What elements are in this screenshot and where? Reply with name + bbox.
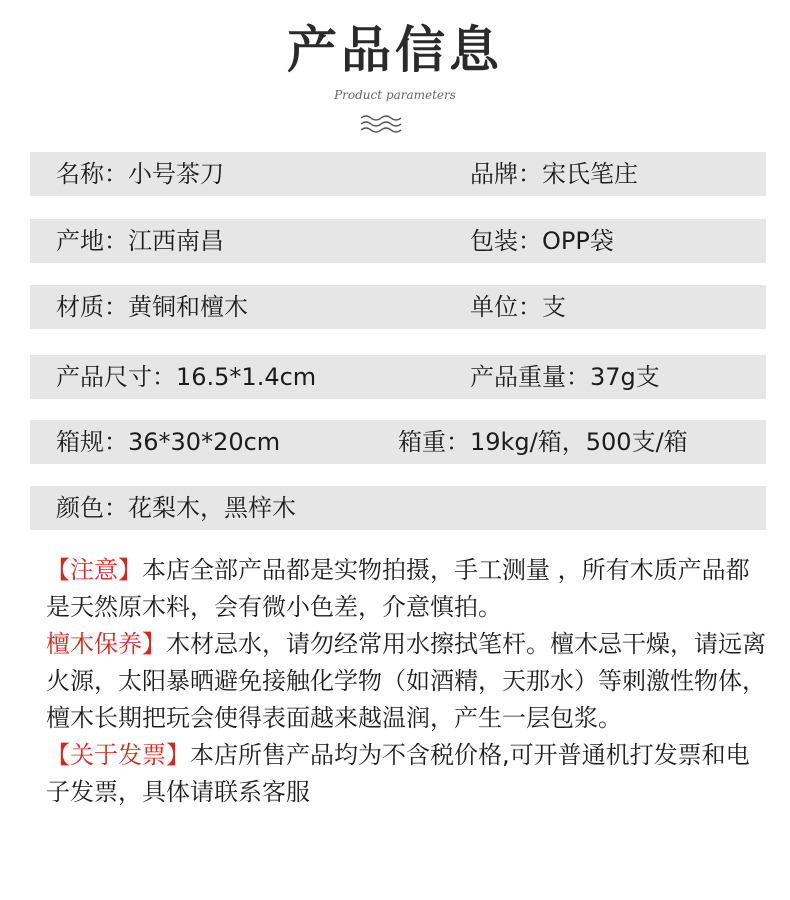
spec-carton-size: 箱规：36*30*20cm [56, 428, 281, 456]
care-text: 木材忌水，请勿经常用水擦拭笔杆。檀木忌干燥，请远离火源，太阳暴晒避免接触化学物（如酒精，天那水）等刺激性物体，檀木长期把玩会使得表面越来越温润，产生一层包浆。 [46, 630, 766, 732]
care-paragraph [46, 626, 766, 737]
page-title: 产品信息 [287, 21, 503, 79]
spec-row [30, 285, 766, 329]
invoice-paragraph [46, 737, 766, 811]
notes-section [46, 552, 766, 811]
wave-lines-icon [359, 114, 407, 134]
spec-weight: 产品重量：37g支 [470, 363, 660, 391]
spec-color: 颜色：花梨木，黑梓木 [56, 494, 296, 522]
notice-paragraph [46, 552, 766, 626]
spec-name: 名称：小号茶刀 [56, 160, 224, 188]
notice-text: 本店全部产品都是实物拍摄，手工测量 ，所有木质产品都是天然原木料，会有微小色差，介意慎拍。 [46, 556, 750, 621]
invoice-text: 本店所售产品均为不含税价格,可开普通机打发票和电子发票，具体请联系客服 [46, 741, 750, 806]
spec-material: 材质：黄铜和檀木 [56, 293, 248, 321]
spec-row [30, 486, 766, 530]
spec-row [30, 355, 766, 399]
spec-unit: 单位：支 [470, 293, 566, 321]
spec-row [30, 219, 766, 263]
spec-packaging: 包装：OPP袋 [470, 227, 614, 255]
spec-row [30, 152, 766, 196]
page-subtitle: Product parameters [334, 88, 456, 102]
care-label: 檀木保养】 [46, 630, 166, 658]
spec-origin: 产地：江西南昌 [56, 227, 224, 255]
notice-label: 【注意】 [46, 556, 142, 584]
spec-brand: 品牌：宋氏笔庄 [470, 160, 638, 188]
invoice-label: 【关于发票】 [46, 741, 190, 769]
spec-row [30, 420, 766, 464]
spec-size: 产品尺寸：16.5*1.4cm [56, 363, 317, 391]
spec-carton-weight: 箱重：19kg/箱，500支/箱 [398, 428, 688, 456]
